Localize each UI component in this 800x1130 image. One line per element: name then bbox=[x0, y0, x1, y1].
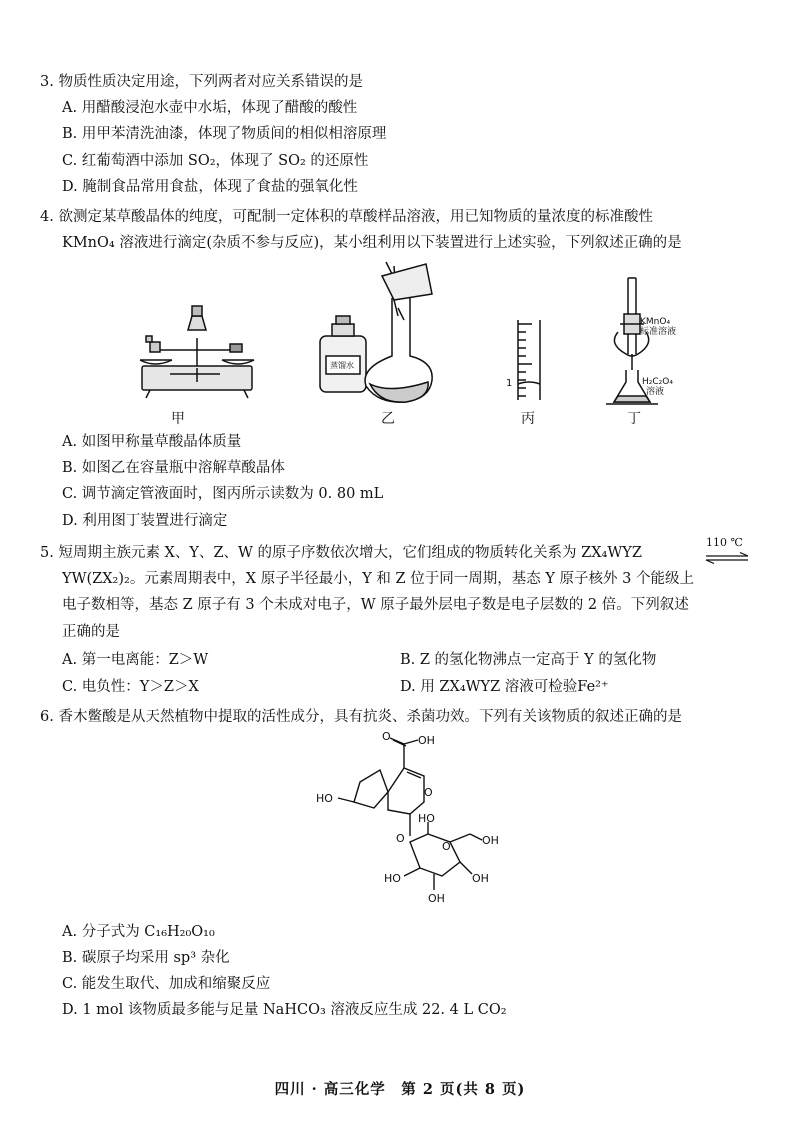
q6-stem: 6. 香木鳖酸是从天然植物中提取的活性成分，具有抗炎、杀菌功效。下列有关该物质的叙述正确的是 bbox=[40, 709, 682, 725]
burette-apparatus bbox=[518, 320, 540, 400]
q4-option-c: C. 调节滴定管液面时，图丙所示读数为 0. 80 mL bbox=[62, 486, 384, 502]
q3-stem: 3. 物质性质决定用途，下列两者对应关系错误的是 bbox=[40, 74, 363, 90]
q4-stem-line2: KMnO₄ 溶液进行滴定(杂质不参与反应)，某小组利用以下装置进行上述实验，下列叙述正确的是 bbox=[62, 235, 682, 251]
q6-option-d: D. 1 mol 该物质最多能与足量 NaHCO₃ 溶液反应生成 22. 4 L CO₂ bbox=[62, 1002, 507, 1018]
figure-label-jia: 甲 bbox=[171, 411, 185, 427]
h2c2o4-label-2: 溶液 bbox=[646, 387, 665, 397]
q4-stem-line1: 4. 欲测定某草酸晶体的纯度，可配制一定体积的草酸样品溶液，用已知物质的量浓度的标准酸性 bbox=[40, 209, 653, 225]
struct-label-ho-2: HO bbox=[384, 872, 401, 885]
q5-option-c: C. 电负性：Y＞Z＞X bbox=[62, 679, 199, 695]
burette-mark: 1 bbox=[506, 378, 513, 389]
q3-option-a: A. 用醋酸浸泡水壶中水垢，体现了醋酸的酸性 bbox=[62, 100, 358, 116]
balance-apparatus bbox=[140, 306, 254, 398]
q4-option-a: A. 如图甲称量草酸晶体质量 bbox=[62, 434, 242, 450]
structure-formula bbox=[300, 730, 540, 910]
q5-option-b: B. Z 的氢化物沸点一定高于 Y 的氢化物 bbox=[400, 652, 657, 668]
struct-label-o-3: O bbox=[396, 832, 405, 845]
volumetric-flask-apparatus bbox=[320, 262, 432, 402]
q5-stem-line1: 5. 短周期主族元素 X、Y、Z、W 的原子序数依次增大，它们组成的物质转化关系为 ZX₄WYZ bbox=[40, 545, 642, 561]
struct-label-ho-3: HO bbox=[418, 812, 435, 825]
q5-stem-line2: YW(ZX₂)₂。元素周期表中，X 原子半径最小，Y 和 Z 位于同一周期，基态 Y 原子核外 3 个能级上 bbox=[62, 571, 694, 587]
q5-stem-line4: 正确的是 bbox=[62, 624, 120, 640]
q4-option-b: B. 如图乙在容量瓶中溶解草酸晶体 bbox=[62, 460, 285, 476]
struct-label-oh-2: OH bbox=[482, 834, 499, 847]
page-footer: 四川 · 高三化学 第 2 页(共 8 页) bbox=[274, 1081, 526, 1098]
struct-label-oh-4: OH bbox=[428, 892, 445, 905]
struct-label-oh-1: OH bbox=[418, 734, 435, 747]
q3-option-c: C. 红葡萄酒中添加 SO₂，体现了 SO₂ 的还原性 bbox=[62, 153, 369, 169]
figure-label-yi: 乙 bbox=[381, 411, 395, 427]
struct-label-oh-3: OH bbox=[472, 872, 489, 885]
struct-label-ho-1: HO bbox=[316, 792, 333, 805]
reaction-condition: 110 ℃ bbox=[706, 536, 743, 549]
figure-label-bing: 丙 bbox=[521, 411, 535, 427]
struct-label-o-2: O bbox=[424, 786, 433, 799]
q3-option-b: B. 用甲苯清洗油漆，体现了物质间的相似相溶原理 bbox=[62, 126, 387, 142]
struct-label-o-4: O bbox=[442, 840, 451, 853]
q4-option-d: D. 利用图丁装置进行滴定 bbox=[62, 513, 228, 529]
apparatus-figure bbox=[130, 258, 690, 408]
q6-option-c: C. 能发生取代、加成和缩聚反应 bbox=[62, 976, 271, 992]
q3-option-d: D. 腌制食品常用食盐，体现了食盐的强氧化性 bbox=[62, 179, 358, 195]
q6-option-a: A. 分子式为 C₁₆H₂₀O₁₀ bbox=[62, 924, 215, 940]
kmno4-label: KMnO₄ bbox=[640, 317, 671, 327]
q5-option-d: D. 用 ZX₄WYZ 溶液可检验Fe²⁺ bbox=[400, 679, 609, 695]
q5-stem-line3: 电子数相等，基态 Z 原子有 3 个未成对电子，W 原子最外层电子数是电子层数的 2 倍。下列叙述 bbox=[62, 597, 689, 613]
struct-label-o-1: O bbox=[382, 730, 391, 743]
kmno4-label-2: 标准溶液 bbox=[640, 327, 677, 337]
q5-option-a: A. 第一电离能：Z＞W bbox=[62, 652, 209, 668]
equilibrium-arrow-icon bbox=[704, 552, 750, 564]
h2c2o4-label: H₂C₂O₄ bbox=[642, 377, 673, 387]
bottle-label: 蒸馏水 bbox=[330, 361, 354, 370]
figure-label-ding: 丁 bbox=[627, 411, 641, 427]
q6-option-b: B. 碳原子均采用 sp³ 杂化 bbox=[62, 950, 230, 966]
